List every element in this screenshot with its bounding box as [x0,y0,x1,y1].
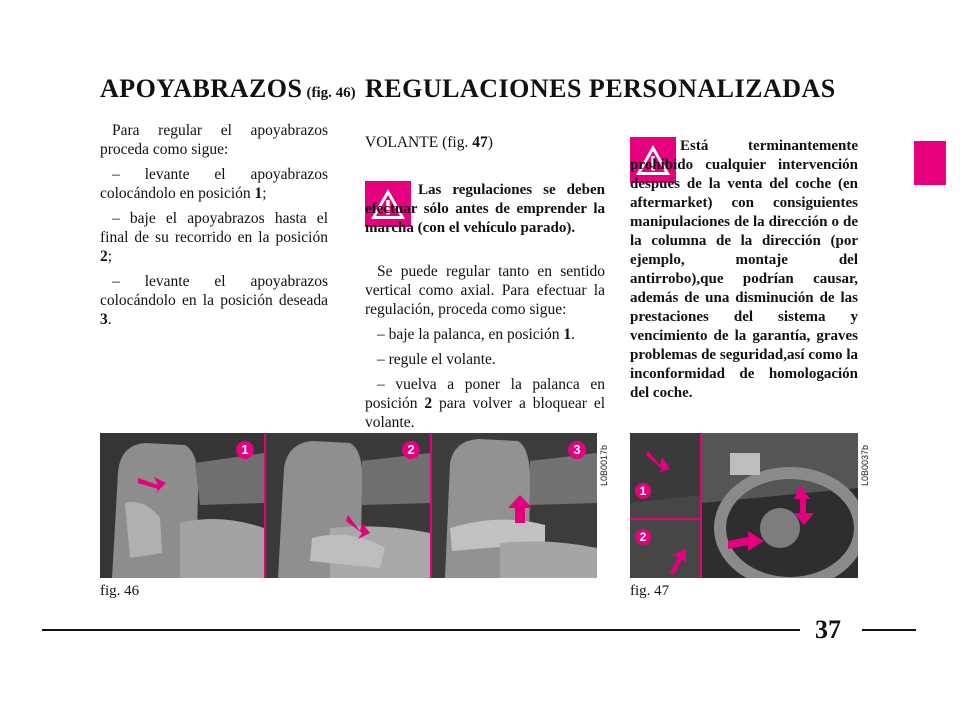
armrest-heading [100,76,356,102]
steering-title: VOLANTE [365,134,439,151]
fig47-caption: fig. 47 [630,583,670,599]
tampering-warning-text: Está terminantemente prohibido cualquier intervención después de la venta del coche (en aftermarket) con consiguientes manipulaciones de la dirección o de la columna de la dirección (por ejemplo, montaje del antirrobo),que podrían causar, además de una disminución de las prestaciones del sistema y vencimiento de la garantía, graves problemas de seguridad,así como la inconformidad de homologación del coche. [630,138,858,401]
section-tab [914,141,946,185]
fig46-code: L0B0017b [599,444,609,486]
fig47-label-1: 1 [635,483,651,499]
footer-rule-left [42,629,800,631]
fig46-caption: fig. 46 [100,583,140,599]
steering-instructions [365,262,605,438]
fig46-label-3: 3 [568,441,586,459]
armrest-step-2: – baje el apoyabrazos hasta el final de su recorrido en la posición 2; [100,210,328,265]
steering-intro: Se puede regular tanto en sentido vertical como axial. Para efectuar la regulación, proceda como sigue: [365,263,605,318]
page-number: 37 [815,615,841,644]
fig47-label-2: 2 [635,529,651,545]
steering-photo [630,433,858,578]
armrest-instructions [100,121,328,335]
fig46-label-2: 2 [402,441,420,459]
fig47-code: L0B0037b [860,444,870,486]
footer-rule-right [862,629,916,631]
armrest-fig-ref: (fig. 46) [306,85,356,101]
armrest-intro: Para regular el apoyabrazos proceda como sigue: [100,122,328,158]
fig46-label-1: 1 [236,441,254,459]
steering-heading [365,134,493,152]
steering-step-2: – regule el volante. [377,351,496,368]
armrest-photo [100,433,597,578]
steering-step-3: – vuelva a poner la palanca en posición 2 para volver a bloquear el volante. [365,376,605,431]
steering-fig-ref: (fig. 47) [442,134,493,151]
armrest-step-3: – levante el apoyabrazos colocándolo en la posición deseada 3. [100,273,328,328]
armrest-step-1: – levante el apoyabrazos colocándolo en posición 1; [100,166,328,202]
steering-step-1: – baje la palanca, en posición 1. [377,326,575,343]
page-title: REGULACIONES PERSONALIZADAS [365,74,836,103]
steering-warning-text: Las regulaciones se deben efectuar sólo antes de emprender la marcha (con el vehículo parado). [365,182,605,236]
armrest-title: APOYABRAZOS [100,74,303,103]
